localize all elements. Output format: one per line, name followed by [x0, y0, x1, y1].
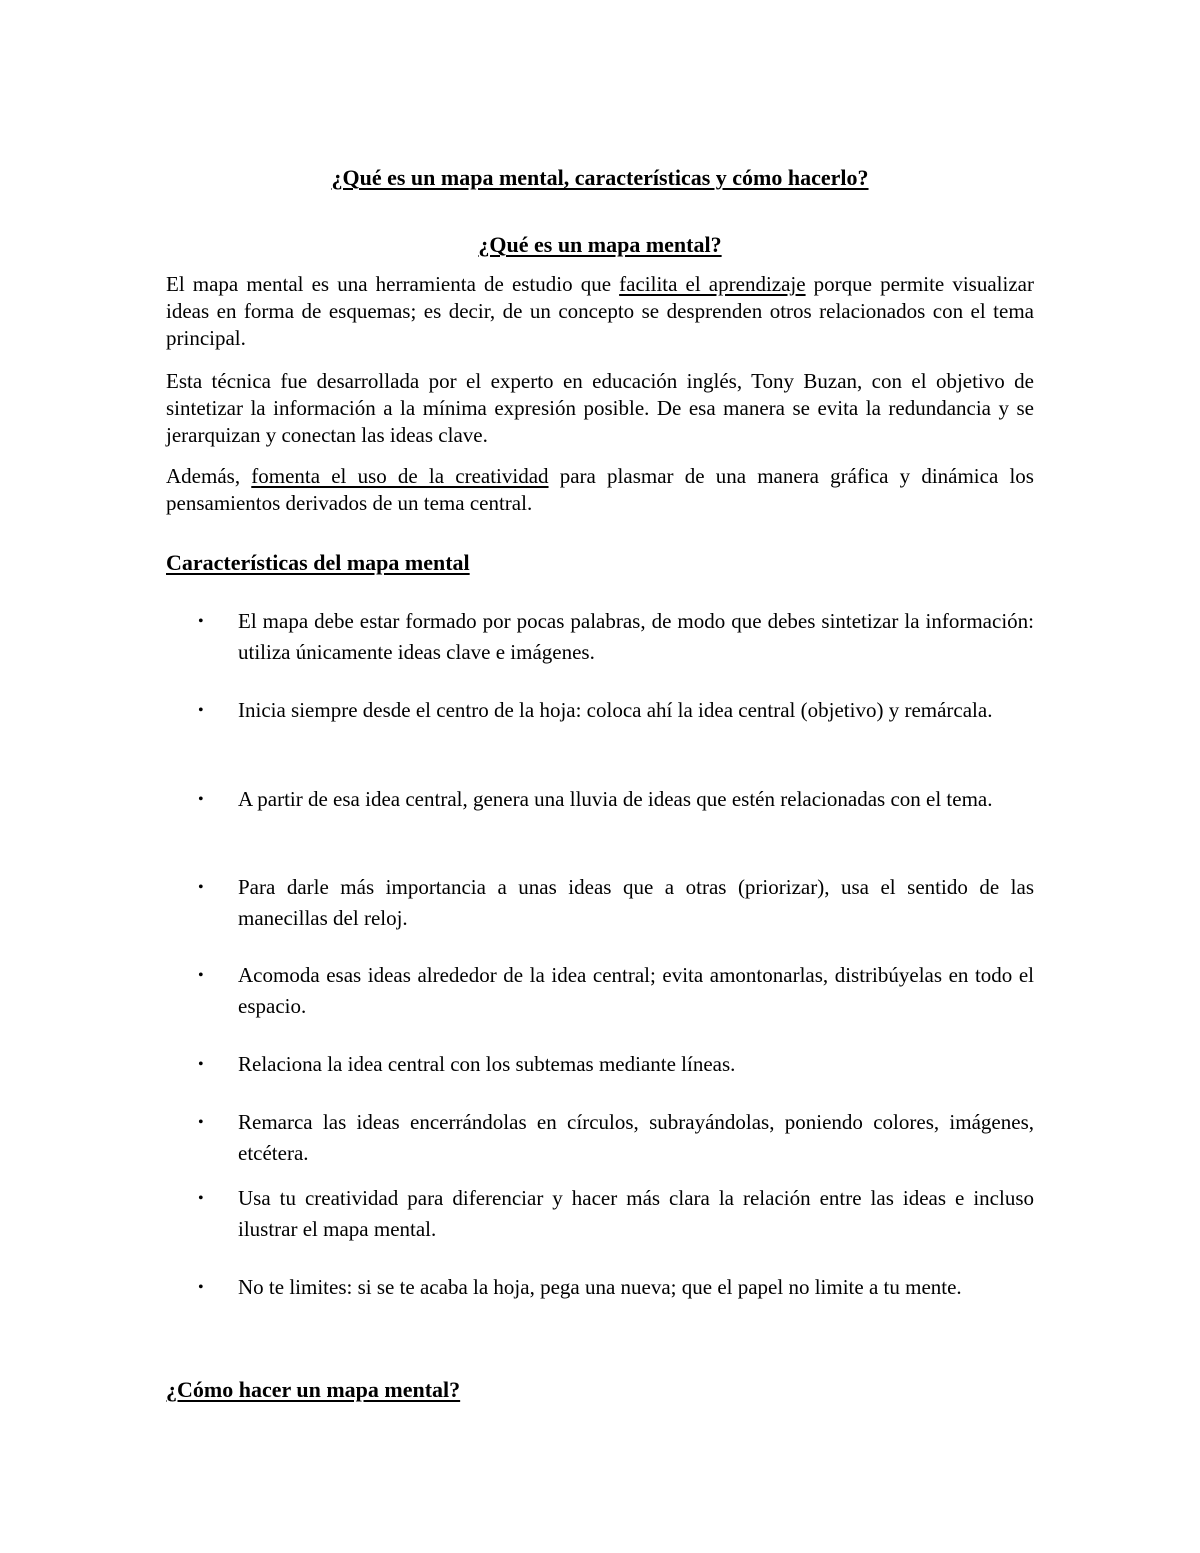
section-heading-how-to: ¿Cómo hacer un mapa mental? — [166, 1377, 461, 1402]
list-item-text: A partir de esa idea central, genera una lluvia de ideas que estén relacionadas con el tema. — [238, 787, 993, 811]
bullet-icon: • — [198, 879, 204, 896]
paragraph-creativity — [166, 463, 1034, 517]
list-item — [198, 1272, 1034, 1303]
paragraph-text: El mapa mental es una herramienta de estudio que — [166, 272, 620, 296]
list-item-text: Usa tu creatividad para diferenciar y hacer más clara la relación entre las ideas e incluso ilustrar el mapa mental. — [238, 1186, 1034, 1241]
paragraph-origin: Esta técnica fue desarrollada por el experto en educación inglés, Tony Buzan, con el objetivo de sintetizar la información a la mínima expresión posible. De esa manera se evita la redundancia y se jerarquizan y conectan las ideas clave. — [166, 369, 1034, 447]
bullet-icon: • — [198, 967, 204, 984]
list-item — [198, 872, 1034, 934]
list-item — [198, 695, 1034, 726]
list-item-text: No te limites: si se te acaba la hoja, pega una nueva; que el papel no limite a tu mente. — [238, 1275, 962, 1299]
list-item-text: Inicia siempre desde el centro de la hoja: coloca ahí la idea central (objetivo) y remárcala. — [238, 698, 993, 722]
paragraph-text: porque permite visualizar ideas en forma de esquemas; es decir, de un concepto se desprenden otros relacionados con el tema principal. — [166, 272, 1034, 350]
list-item-text: Acomoda esas ideas alrededor de la idea central; evita amontonarlas, distribúyelas en todo el espacio. — [238, 963, 1034, 1018]
list-item — [198, 960, 1034, 1022]
section-heading-what-is: ¿Qué es un mapa mental? — [478, 232, 722, 257]
list-item — [198, 1049, 1034, 1080]
list-item — [198, 1107, 1034, 1169]
document-title: ¿Qué es un mapa mental, características y cómo hacerlo? — [331, 165, 869, 190]
list-item-text: Relaciona la idea central con los subtemas mediante líneas. — [238, 1052, 736, 1076]
bullet-icon: • — [198, 1279, 204, 1296]
list-item-text: Remarca las ideas encerrándolas en círculos, subrayándolas, poniendo colores, imágenes, etcétera. — [238, 1110, 1034, 1165]
list-item — [198, 1183, 1034, 1245]
list-item-text: Para darle más importancia a unas ideas que a otras (priorizar), usa el sentido de las manecillas del reloj. — [238, 875, 1034, 930]
paragraph-definition — [166, 271, 1034, 352]
bullet-icon: • — [198, 1114, 204, 1131]
paragraph-text: para plasmar de una manera gráfica y dinámica los pensamientos derivados de un tema central. — [166, 464, 1034, 515]
bullet-icon: • — [198, 791, 204, 808]
underlined-phrase: facilita el aprendizaje — [619, 272, 806, 296]
list-item — [198, 606, 1034, 668]
list-item — [198, 784, 1034, 815]
bullet-icon: • — [198, 613, 204, 630]
paragraph-text: Además, — [166, 464, 252, 488]
section-heading-characteristics: Características del mapa mental — [166, 550, 470, 575]
list-item-text: El mapa debe estar formado por pocas palabras, de modo que debes sintetizar la información: utiliza únicamente ideas clave e imágenes. — [238, 609, 1034, 664]
bullet-icon: • — [198, 1190, 204, 1207]
bullet-icon: • — [198, 1056, 204, 1073]
bullet-icon: • — [198, 702, 204, 719]
underlined-phrase: fomenta el uso de la creatividad — [251, 464, 549, 488]
